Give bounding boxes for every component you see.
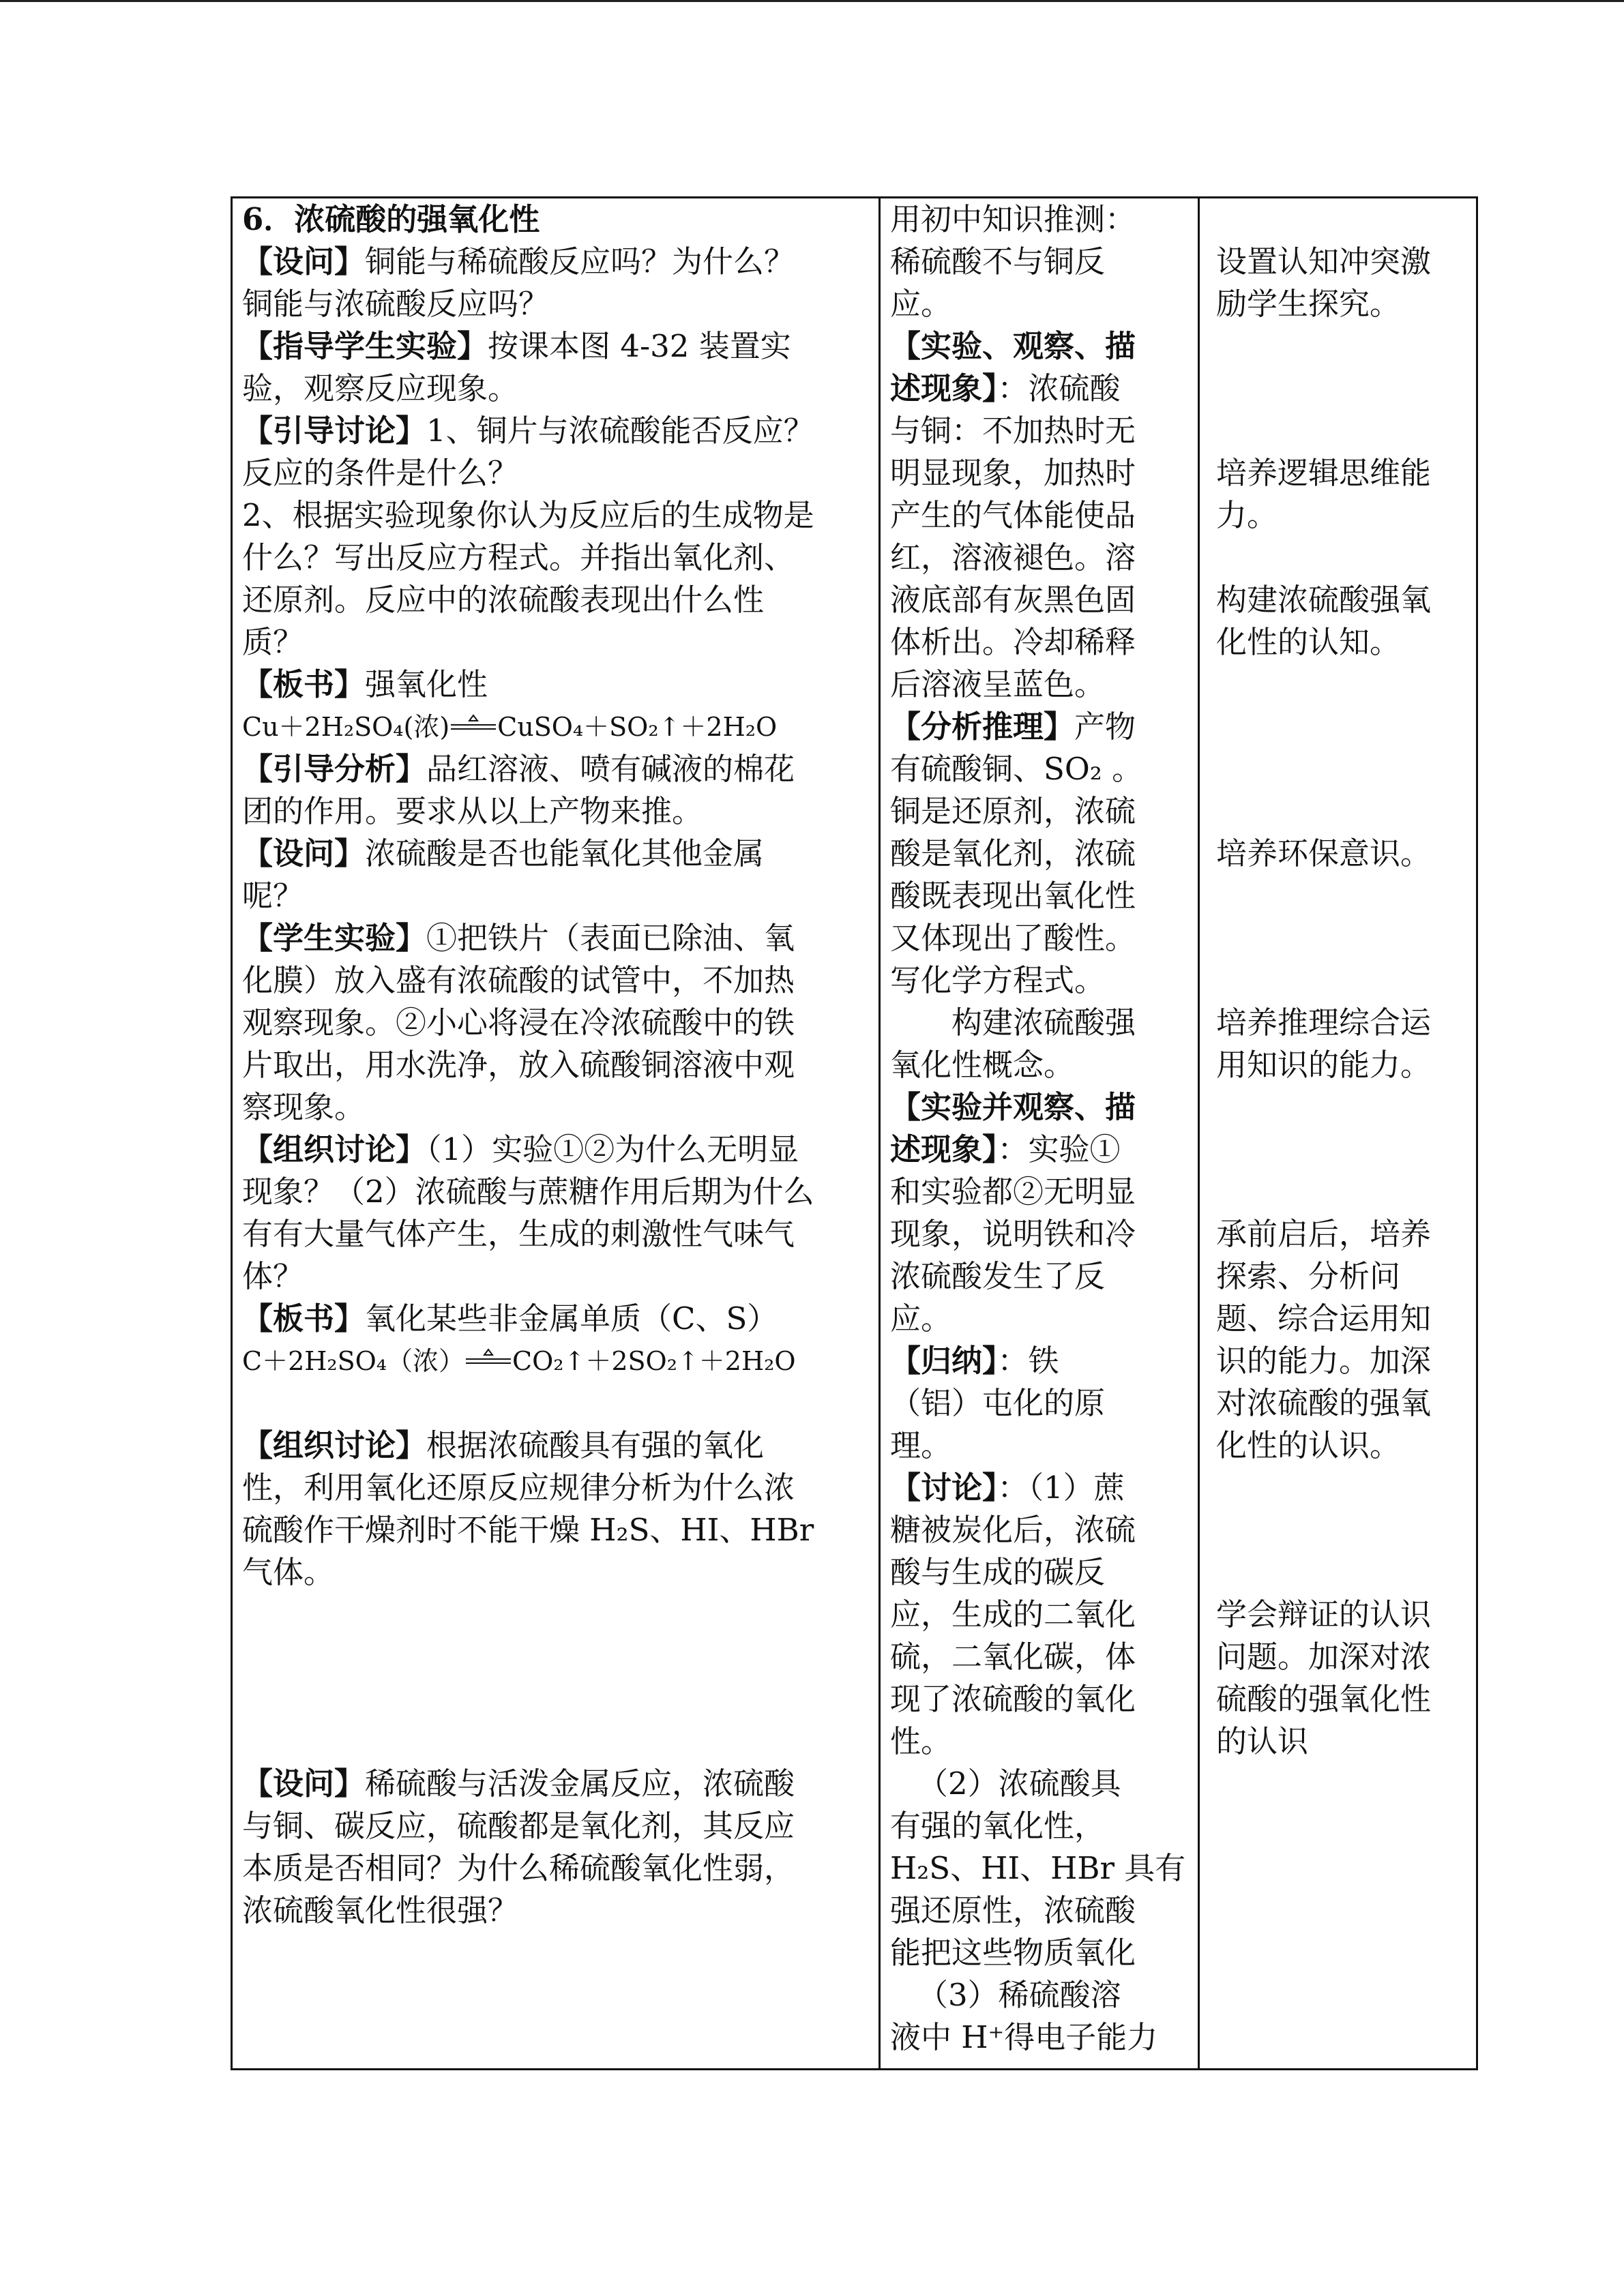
text-line: 【学生实验】①把铁片（表面已除油、氧 bbox=[242, 920, 795, 956]
text-line: 铜能与浓硫酸反应吗？ bbox=[242, 286, 550, 322]
spacer bbox=[1216, 198, 1476, 241]
text-line: 培养推理综合运 bbox=[1216, 1004, 1432, 1041]
text-line: 理。 bbox=[890, 1427, 952, 1463]
text-line: 识的能力。加深 bbox=[1216, 1343, 1432, 1379]
text-line: 有硫酸铜、SO₂ 。 bbox=[890, 751, 1143, 787]
text-line: （3）稀硫酸溶 bbox=[917, 1977, 1121, 2013]
text-line: 验，观察反应现象。 bbox=[242, 370, 519, 406]
text-line: 体？ bbox=[242, 1258, 304, 1294]
text-line: 化膜）放入盛有浓硫酸的试管中，不加热 bbox=[242, 962, 795, 998]
text-line: 糖被炭化后，浓硫 bbox=[890, 1512, 1136, 1548]
text-line: 性。 bbox=[890, 1723, 952, 1759]
heating-arrow-icon bbox=[464, 1341, 512, 1369]
text-line: 气体。 bbox=[242, 1554, 335, 1590]
text-line: 又体现出了酸性。 bbox=[890, 920, 1136, 956]
text-line: 现象？（2）浓硫酸与蔗糖作用后期为什么 bbox=[242, 1174, 814, 1210]
text-line: 【板书】强氧化性 bbox=[242, 666, 488, 702]
text-line: 化性的认知。 bbox=[1216, 624, 1401, 660]
text-line: 培养环保意识。 bbox=[1216, 835, 1432, 871]
text-line: 力。 bbox=[1216, 497, 1278, 533]
text-line: 硫酸的强氧化性 bbox=[1216, 1681, 1432, 1717]
text-line: 后溶液呈蓝色。 bbox=[890, 666, 1106, 702]
teacher-activity-cell bbox=[232, 198, 880, 2070]
text-line: 问题。加深对浓 bbox=[1216, 1639, 1432, 1675]
text-line: 承前启后，培养 bbox=[1216, 1216, 1432, 1252]
text-line: 用初中知识推测： bbox=[890, 201, 1136, 237]
text-line: 浓硫酸氧化性很强？ bbox=[242, 1892, 519, 1928]
text-line: 酸是氧化剂，浓硫 bbox=[890, 835, 1136, 871]
text-line: 反应的条件是什么？ bbox=[242, 455, 519, 491]
spacer bbox=[1216, 875, 1476, 1002]
table-row bbox=[232, 198, 1477, 2070]
section-title: 6．浓硫酸的强氧化性 bbox=[242, 201, 540, 237]
text-line: 团的作用。要求从以上产物来推。 bbox=[242, 793, 703, 829]
text-line: 【实验、观察、描 bbox=[890, 328, 1136, 364]
text-line: 【实验并观察、描 bbox=[890, 1089, 1136, 1125]
text-line: 【设问】稀硫酸与活泼金属反应，浓硫酸 bbox=[242, 1765, 795, 1802]
spacer bbox=[1216, 1467, 1476, 1594]
spacer bbox=[242, 1720, 879, 1763]
text-line: 述现象】：浓硫酸 bbox=[890, 370, 1121, 406]
text-line: 写化学方程式。 bbox=[890, 962, 1106, 998]
text-line: 【讨论】：（1）蔗 bbox=[890, 1470, 1125, 1506]
equation-carbon: C＋2H₂SO₄（浓） CO₂↑＋2SO₂↑＋2H₂O bbox=[242, 1340, 879, 1382]
text-line: 学会辩证的认识 bbox=[1216, 1596, 1432, 1632]
text-line: 氧化性概念。 bbox=[890, 1047, 1075, 1083]
spacer bbox=[242, 1594, 879, 1720]
text-line: 述现象】：实验① bbox=[890, 1131, 1121, 1167]
text-line: 构建浓硫酸强氧 bbox=[1216, 582, 1432, 618]
text-line: 酸既表现出氧化性 bbox=[890, 878, 1136, 914]
text-line: 液中 H⁺得电子能力 bbox=[890, 2019, 1158, 2055]
text-line: 察现象。 bbox=[242, 1089, 366, 1125]
design-intent-cell bbox=[1199, 198, 1477, 2070]
text-line: 【引导分析】品红溶液、喷有碱液的棉花 bbox=[242, 751, 795, 787]
text-line: 浓硫酸发生了反 bbox=[890, 1258, 1106, 1294]
page-top-rule bbox=[0, 0, 1624, 2]
text-line: 本质是否相同？为什么稀硫酸氧化性弱， bbox=[242, 1850, 795, 1886]
text-line: 明显现象，加热时 bbox=[890, 455, 1136, 491]
text-line: 什么？写出反应方程式。并指出氧化剂、 bbox=[242, 539, 795, 576]
text-line: 2、根据实验现象你认为反应后的生成物是 bbox=[242, 497, 814, 533]
text-line: 应。 bbox=[890, 1300, 952, 1337]
student-activity-cell bbox=[880, 198, 1199, 2070]
text-line: 呢？ bbox=[242, 878, 304, 914]
text-line: 应。 bbox=[890, 286, 952, 322]
text-line: 探索、分析问 bbox=[1216, 1258, 1401, 1294]
text-line: 性，利用氧化还原反应规律分析为什么浓 bbox=[242, 1470, 795, 1506]
text-line: 强还原性，浓硫酸 bbox=[890, 1892, 1136, 1928]
text-line: 化性的认识。 bbox=[1216, 1427, 1401, 1463]
text-line: 【组织讨论】（1）实验①②为什么无明显 bbox=[242, 1131, 799, 1167]
text-line: 【归纳】：铁 bbox=[890, 1343, 1059, 1379]
text-line: 硫，二氧化碳，体 bbox=[890, 1639, 1136, 1675]
text-line: 片取出，用水洗净，放入硫酸铜溶液中观 bbox=[242, 1047, 795, 1083]
heating-arrow-icon bbox=[449, 707, 497, 734]
text-line: 【设问】浓硫酸是否也能氧化其他金属 bbox=[242, 835, 765, 871]
text-line: 题、综合运用知 bbox=[1216, 1300, 1432, 1337]
text-line: 现了浓硫酸的氧化 bbox=[890, 1681, 1136, 1717]
text-line: 酸与生成的碳反 bbox=[890, 1554, 1106, 1590]
text-line: （2）浓硫酸具 bbox=[917, 1765, 1121, 1802]
text-line: 与铜、碳反应，硫酸都是氧化剂，其反应 bbox=[242, 1808, 795, 1844]
text-line: 【引导讨论】1、铜片与浓硫酸能否反应？ bbox=[242, 413, 814, 449]
text-line: （铝）屯化的原 bbox=[890, 1385, 1106, 1421]
text-line: 对浓硫酸的强氧 bbox=[1216, 1385, 1432, 1421]
spacer bbox=[1216, 664, 1476, 790]
text-line: 【指导学生实验】按课本图 4-32 装置实 bbox=[242, 328, 791, 364]
text-line: 【设问】铜能与稀硫酸反应吗？为什么？ bbox=[242, 243, 795, 280]
text-line: 设置认知冲突激 bbox=[1216, 243, 1432, 280]
spacer bbox=[1216, 325, 1476, 452]
text-line: 观察现象。②小心将浸在冷浓硫酸中的铁 bbox=[242, 1004, 795, 1041]
text-line: 培养逻辑思维能 bbox=[1216, 455, 1432, 491]
text-line: 稀硫酸不与铜反 bbox=[890, 243, 1106, 280]
spacer bbox=[1216, 537, 1476, 579]
text-line: 和实验都②无明显 bbox=[890, 1174, 1136, 1210]
text-line: 铜是还原剂，浓硫 bbox=[890, 793, 1136, 829]
text-line: 质？ bbox=[242, 624, 304, 660]
text-line: 液底部有灰黑色固 bbox=[890, 582, 1136, 618]
text-line: 【板书】氧化某些非金属单质（C、S） bbox=[242, 1300, 778, 1337]
text-line: 与铜：不加热时无 bbox=[890, 413, 1136, 449]
spacer bbox=[242, 1382, 879, 1425]
text-line: 的认识 bbox=[1216, 1723, 1309, 1759]
text-line: 还原剂。反应中的浓硫酸表现出什么性 bbox=[242, 582, 765, 618]
text-line: 红，溶液褪色。溶 bbox=[890, 539, 1136, 576]
text-line: 【分析推理】产物 bbox=[890, 709, 1136, 745]
text-line: 应，生成的二氧化 bbox=[890, 1596, 1136, 1632]
text-line: 体析出。冷却稀释 bbox=[890, 624, 1136, 660]
text-line: 励学生探究。 bbox=[1216, 286, 1401, 322]
text-line: 产生的气体能使品 bbox=[890, 497, 1136, 533]
text-line: 能把这些物质氧化 bbox=[890, 1935, 1136, 1971]
lesson-plan-table bbox=[231, 196, 1478, 2070]
text-line: 有有大量气体产生，生成的刺激性气味气 bbox=[242, 1216, 795, 1252]
text-line: 【组织讨论】根据浓硫酸具有强的氧化 bbox=[242, 1427, 765, 1463]
text-line: 现象，说明铁和冷 bbox=[890, 1216, 1136, 1252]
text-line: 构建浓硫酸强 bbox=[951, 1004, 1136, 1041]
text-line: 有强的氧化性， bbox=[890, 1808, 1106, 1844]
text-line: H₂S、HI、HBr 具有 bbox=[890, 1850, 1186, 1886]
spacer bbox=[1216, 1086, 1476, 1213]
spacer bbox=[1216, 790, 1476, 833]
text-line: 硫酸作干燥剂时不能干燥 H₂S、HI、HBr bbox=[242, 1512, 814, 1548]
text-line: 用知识的能力。 bbox=[1216, 1047, 1432, 1083]
equation-copper: Cu＋2H₂SO₄(浓) CuSO₄＋SO₂↑＋2H₂O bbox=[242, 706, 879, 748]
